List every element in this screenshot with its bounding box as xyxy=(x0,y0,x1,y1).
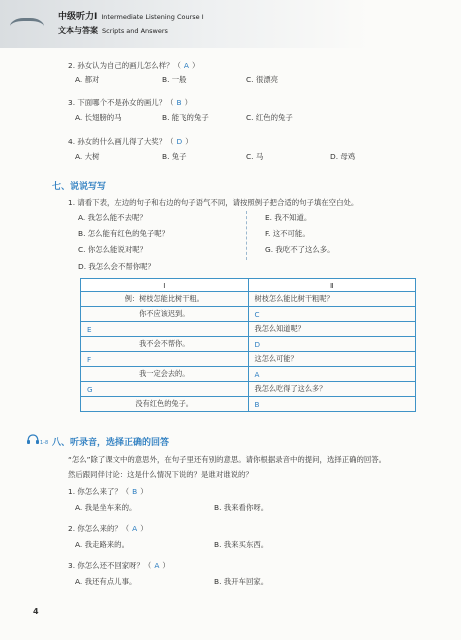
option: A. 长翅膀的马 xyxy=(75,113,122,122)
table-cell-left: 我一定会去的。 xyxy=(81,367,249,382)
sentence-option: C. 你怎么能说对呢？ xyxy=(78,245,147,254)
book-title: 中级听力Ⅰ Intermediate Listening Course Ⅰ xyxy=(58,12,204,22)
option: B. 能飞的兔子 xyxy=(162,113,209,122)
sentence-option: B. 怎么能有红色的兔子呢？ xyxy=(78,229,170,238)
sentence-option: F. 这不可能。 xyxy=(265,229,310,238)
option: C. 马 xyxy=(246,152,264,161)
table-cell-right: 这怎么可能？ xyxy=(248,352,416,367)
header-banner xyxy=(0,0,461,48)
listening-question-1: 1. 你怎么来了？（ B ） xyxy=(68,487,148,496)
table-cell-left: G xyxy=(81,382,249,397)
table-cell-right: 我怎么知道呢？ xyxy=(248,322,416,337)
table-cell-right: B xyxy=(248,397,416,412)
table-row xyxy=(81,292,416,307)
book-subtitle: 文本与答案 Scripts and Answers xyxy=(58,26,168,35)
listening-question-3: 3. 你怎么还不回家呀？（ A ） xyxy=(68,561,170,570)
sentence-option: E. 我不知道。 xyxy=(265,213,312,222)
section-heading-8: 八、听录音，选择正确的回答 xyxy=(52,438,170,448)
option: C. 红色的兔子 xyxy=(246,113,293,122)
table-cell-right: C xyxy=(248,307,416,322)
listening-question-2: 2. 你怎么来的？（ A ） xyxy=(68,524,148,533)
table-header: Ⅱ xyxy=(248,279,416,292)
option: B. 我来看你呀。 xyxy=(214,503,269,512)
table-row xyxy=(81,397,416,412)
table-cell-right: A xyxy=(248,367,416,382)
section-heading-7: 七、说说写写 xyxy=(52,182,107,192)
option: A. 大树 xyxy=(75,152,100,161)
table-cell-left: 我不会不帮你。 xyxy=(81,337,249,352)
audio-track-icon xyxy=(26,434,48,445)
table-row xyxy=(81,382,416,397)
table-row xyxy=(81,337,416,352)
divider xyxy=(246,211,248,260)
exercise-table xyxy=(80,278,416,412)
sentence-option: G. 我吃不了这么多。 xyxy=(265,245,335,254)
option: B. 我来买东西。 xyxy=(214,540,269,549)
option: A. 我是坐车来的。 xyxy=(75,503,137,512)
option: A. 都对 xyxy=(75,75,100,84)
option: B. 兔子 xyxy=(162,152,187,161)
table-row xyxy=(81,307,416,322)
table-cell-right: 我怎么吃得了这么多？ xyxy=(248,382,416,397)
table-cell-left: 例：树枝怎能比树干粗。 xyxy=(81,292,249,307)
table-cell-right: D xyxy=(248,337,416,352)
question-4: 4. 孙女的什么画儿得了大奖？（ D ） xyxy=(68,137,193,146)
option: B. 我开车回家。 xyxy=(214,577,269,586)
sentence-option: A. 我怎么能不去呢？ xyxy=(78,213,147,222)
option: D. 母鸡 xyxy=(330,152,356,161)
svg-text:1-8: 1-8 xyxy=(40,440,48,445)
table-cell-left: 你不应该迟到。 xyxy=(81,307,249,322)
table-row xyxy=(81,352,416,367)
table-cell-left: 没有红色的兔子。 xyxy=(81,397,249,412)
option: B. 一般 xyxy=(162,75,187,84)
sentence-option: D. 我怎么会不帮你呢？ xyxy=(78,262,155,271)
table-header: Ⅰ xyxy=(81,279,249,292)
table-row xyxy=(81,367,416,382)
question-2: 2. 孙女认为自己的画儿怎么样？（ A ） xyxy=(68,61,200,70)
intro-text: 然后跟同伴讨论：这是什么情况下说的？是谁对谁说的？ xyxy=(68,470,253,479)
question-3: 3. 下面哪个不是孙女的画儿？（ B ） xyxy=(68,98,192,107)
intro-text: “怎么”除了课文中的意思外，在句子里还有别的意思。请你根据录音中的提问，选择正确的回答。 xyxy=(68,455,387,464)
option: A. 我走路来的。 xyxy=(75,540,129,549)
table-cell-left: E xyxy=(81,322,249,337)
option: A. 我还有点儿事。 xyxy=(75,577,137,586)
table-cell-right: 树枝怎么能比树干粗呢？ xyxy=(248,292,416,307)
instruction: 1. 请看下表，左边的句子和右边的句子语气不同，请按照例子把合适的句子填在空白处。 xyxy=(68,198,359,207)
pavilion-roof-icon xyxy=(10,18,44,39)
page-number: 4 xyxy=(33,607,39,616)
table-cell-left: F xyxy=(81,352,249,367)
table-row xyxy=(81,322,416,337)
option: C. 很漂亮 xyxy=(246,75,279,84)
